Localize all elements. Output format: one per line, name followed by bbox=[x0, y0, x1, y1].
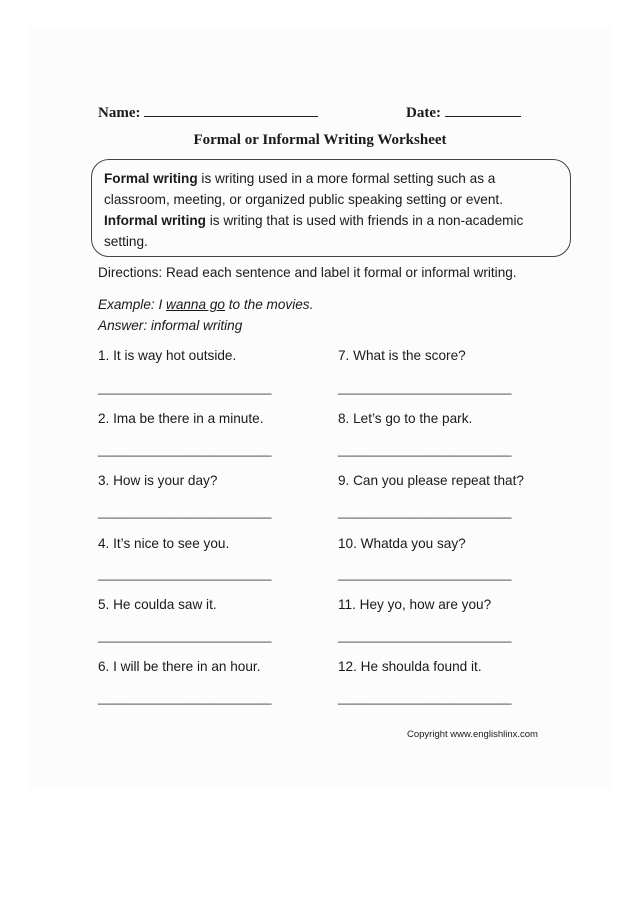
question-item: 3. How is your day? bbox=[98, 473, 218, 488]
name-field[interactable] bbox=[98, 102, 318, 122]
example-underlined: wanna go bbox=[166, 297, 225, 312]
question-item: 1. It is way hot outside. bbox=[98, 348, 237, 363]
answer-blank[interactable]: ________________________ bbox=[98, 566, 272, 581]
answer-blank[interactable]: ________________________ bbox=[98, 628, 272, 643]
question-item: 9. Can you please repeat that? bbox=[338, 473, 524, 488]
formal-definition-line-2: classroom, meeting, or organized public speaking setting or event. bbox=[104, 192, 503, 207]
question-item: 11. Hey yo, how are you? bbox=[338, 597, 492, 612]
answer-blank[interactable]: ________________________ bbox=[338, 380, 512, 395]
answer-blank[interactable]: ________________________ bbox=[338, 442, 512, 457]
answer-blank[interactable]: ________________________ bbox=[98, 442, 272, 457]
answer-blank[interactable]: ________________________ bbox=[98, 380, 272, 395]
answer-blank[interactable]: ________________________ bbox=[338, 566, 512, 581]
date-label: Date: bbox=[406, 105, 441, 121]
copyright-text: Copyright www.englishlinx.com bbox=[407, 729, 538, 740]
example-line: Example: I wanna go to the movies. bbox=[98, 297, 314, 312]
question-item: 7. What is the score? bbox=[338, 348, 466, 363]
question-item: 4. It’s nice to see you. bbox=[98, 536, 230, 551]
answer-blank[interactable]: ________________________ bbox=[338, 690, 512, 705]
answer-blank[interactable]: ________________________ bbox=[338, 504, 512, 519]
formal-definition-line-1: Formal writing is writing used in a more formal setting such as a bbox=[104, 171, 496, 186]
formal-term: Formal writing bbox=[104, 171, 198, 186]
directions-text: Directions: Read each sentence and label it formal or informal writing. bbox=[98, 265, 517, 280]
example-answer: Answer: informal writing bbox=[98, 318, 243, 333]
name-blank[interactable] bbox=[144, 102, 318, 117]
worksheet-title: Formal or Informal Writing Worksheet bbox=[193, 132, 447, 148]
informal-definition-line-2: setting. bbox=[104, 234, 148, 249]
question-item: 8. Let’s go to the park. bbox=[338, 411, 473, 426]
question-item: 5. He coulda saw it. bbox=[98, 597, 217, 612]
question-item: 10. Whatda you say? bbox=[338, 536, 466, 551]
name-label: Name: bbox=[98, 105, 141, 121]
informal-definition-line-1: Informal writing is writing that is used with friends in a non-academic bbox=[104, 213, 524, 228]
question-item: 6. I will be there in an hour. bbox=[98, 659, 261, 674]
question-item: 12. He shoulda found it. bbox=[338, 659, 482, 674]
answer-blank[interactable]: ________________________ bbox=[338, 628, 512, 643]
answer-blank[interactable]: ________________________ bbox=[98, 690, 272, 705]
answer-blank[interactable]: ________________________ bbox=[98, 504, 272, 519]
date-field[interactable] bbox=[406, 102, 521, 122]
date-blank[interactable] bbox=[445, 102, 521, 117]
question-item: 2. Ima be there in a minute. bbox=[98, 411, 264, 426]
informal-term: Informal writing bbox=[104, 213, 206, 228]
